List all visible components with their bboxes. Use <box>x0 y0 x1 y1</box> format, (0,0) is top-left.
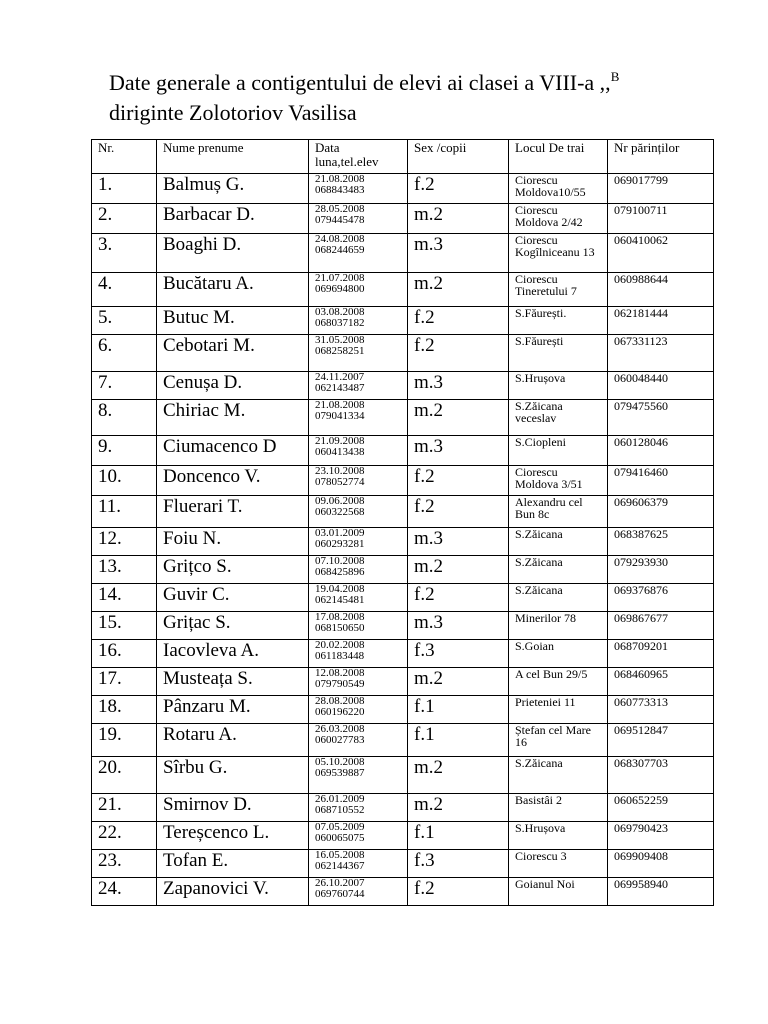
row-number: 20. <box>92 757 157 794</box>
student-name: Smirnov D. <box>157 794 309 822</box>
table-row <box>92 466 714 496</box>
birth-date-phone <box>309 850 408 878</box>
student-phone: 060027783 <box>315 734 365 746</box>
residence: Ștefan cel Mare 16 <box>509 724 608 757</box>
residence: S.Ciopleni <box>509 436 608 466</box>
student-phone: 068425896 <box>315 566 365 578</box>
residence: Goianul Noi <box>509 878 608 906</box>
student-name: Barbacar D. <box>157 204 309 234</box>
row-number: 12. <box>92 528 157 556</box>
row-number: 22. <box>92 822 157 850</box>
residence: Ciorescu Moldova10/55 <box>509 174 608 204</box>
birth-date-phone <box>309 466 408 496</box>
student-name: Butuc M. <box>157 307 309 335</box>
title-line-2: diriginte Zolotoriov Vasilisa <box>109 100 357 125</box>
birth-date-phone <box>309 174 408 204</box>
table-row <box>92 822 714 850</box>
parents-phone: 067331123 <box>608 335 714 372</box>
birth-date: 21.09.2008 <box>315 435 365 447</box>
student-name: Balmuș G. <box>157 174 309 204</box>
row-number: 11. <box>92 496 157 528</box>
student-phone: 060413438 <box>315 446 365 458</box>
residence: S.Zăicana <box>509 584 608 612</box>
sex-children: f.2 <box>408 878 509 906</box>
student-phone: 062144367 <box>315 860 365 872</box>
row-number: 21. <box>92 794 157 822</box>
row-number: 24. <box>92 878 157 906</box>
birth-date-phone <box>309 496 408 528</box>
birth-date-phone <box>309 273 408 307</box>
birth-date: 21.08.2008 <box>315 173 365 185</box>
student-name: Chiriac M. <box>157 400 309 436</box>
student-name: Zapanovici V. <box>157 878 309 906</box>
table-row <box>92 668 714 696</box>
birth-date-phone <box>309 696 408 724</box>
residence: S.Făurești. <box>509 307 608 335</box>
parents-phone: 069790423 <box>608 822 714 850</box>
birth-date: 28.08.2008 <box>315 695 365 707</box>
table-row <box>92 528 714 556</box>
row-number: 3. <box>92 234 157 273</box>
student-name: Grițac S. <box>157 612 309 640</box>
sex-children: f.2 <box>408 335 509 372</box>
student-phone: 078052774 <box>315 476 365 488</box>
parents-phone: 068387625 <box>608 528 714 556</box>
birth-date-phone <box>309 612 408 640</box>
residence: Ciorescu Tineretului 7 <box>509 273 608 307</box>
birth-date-phone <box>309 668 408 696</box>
sex-children: f.2 <box>408 496 509 528</box>
residence: Ciorescu Moldova 2/42 <box>509 204 608 234</box>
table-row <box>92 372 714 400</box>
title-class-letter: B <box>610 69 620 84</box>
student-phone: 068843483 <box>315 184 365 196</box>
parents-phone: 068709201 <box>608 640 714 668</box>
sex-children: f.2 <box>408 174 509 204</box>
residence: A cel Bun 29/5 <box>509 668 608 696</box>
student-name: Grițco S. <box>157 556 309 584</box>
table-row <box>92 584 714 612</box>
birth-date: 21.08.2008 <box>315 399 365 411</box>
table-row <box>92 335 714 372</box>
table-row <box>92 273 714 307</box>
birth-date-phone <box>309 822 408 850</box>
student-phone: 060293281 <box>315 538 365 550</box>
sex-children: m.2 <box>408 400 509 436</box>
table-row <box>92 850 714 878</box>
sex-children: m.3 <box>408 234 509 273</box>
student-phone: 068244659 <box>315 244 365 256</box>
sex-children: m.2 <box>408 556 509 584</box>
sex-children: f.3 <box>408 850 509 878</box>
row-number: 23. <box>92 850 157 878</box>
birth-date-phone <box>309 234 408 273</box>
parents-phone: 060652259 <box>608 794 714 822</box>
residence: S.Zăicana <box>509 556 608 584</box>
birth-date-phone <box>309 307 408 335</box>
residence: S.Făurești <box>509 335 608 372</box>
student-name: Boaghi D. <box>157 234 309 273</box>
birth-date: 03.08.2008 <box>315 306 365 318</box>
row-number: 19. <box>92 724 157 757</box>
student-name: Tofan E. <box>157 850 309 878</box>
sex-children: f.2 <box>408 584 509 612</box>
table-row <box>92 234 714 273</box>
birth-date: 21.07.2008 <box>315 272 365 284</box>
row-number: 2. <box>92 204 157 234</box>
parents-phone: 069376876 <box>608 584 714 612</box>
student-phone: 062145481 <box>315 594 365 606</box>
sex-children: m.2 <box>408 273 509 307</box>
birth-date: 31.05.2008 <box>315 334 365 346</box>
birth-date: 20.02.2008 <box>315 639 365 651</box>
birth-date-phone <box>309 372 408 400</box>
table-row <box>92 436 714 466</box>
birth-date: 03.01.2009 <box>315 527 365 539</box>
student-phone: 068258251 <box>315 345 365 357</box>
student-phone: 069539887 <box>315 767 365 779</box>
student-name: Sîrbu G. <box>157 757 309 794</box>
student-phone: 069760744 <box>315 888 365 900</box>
student-name: Tereșcenco L. <box>157 822 309 850</box>
parents-phone: 069017799 <box>608 174 714 204</box>
header-date: Data luna,tel.elev <box>309 140 408 174</box>
residence: Minerilor 78 <box>509 612 608 640</box>
student-phone: 061183448 <box>315 650 365 662</box>
birth-date: 23.10.2008 <box>315 465 365 477</box>
birth-date-phone <box>309 794 408 822</box>
student-name: Bucătaru A. <box>157 273 309 307</box>
table-row <box>92 724 714 757</box>
student-phone: 068710552 <box>315 804 365 816</box>
student-name: Ciumacenco D <box>157 436 309 466</box>
table-row <box>92 612 714 640</box>
birth-date: 07.10.2008 <box>315 555 365 567</box>
birth-date-phone <box>309 400 408 436</box>
student-phone: 060196220 <box>315 706 365 718</box>
birth-date-phone <box>309 757 408 794</box>
row-number: 5. <box>92 307 157 335</box>
birth-date: 26.03.2008 <box>315 723 365 735</box>
birth-date: 05.10.2008 <box>315 756 365 768</box>
parents-phone: 069606379 <box>608 496 714 528</box>
title-text: Date generale a contigentului de elevi ai clasei a VIII-a ,, <box>109 70 611 95</box>
birth-date-phone <box>309 878 408 906</box>
birth-date-phone <box>309 640 408 668</box>
parents-phone: 079293930 <box>608 556 714 584</box>
sex-children: m.3 <box>408 528 509 556</box>
table-row <box>92 204 714 234</box>
residence: Ciorescu Moldova 3/51 <box>509 466 608 496</box>
table-row <box>92 307 714 335</box>
header-location: Locul De trai <box>509 140 608 174</box>
header-name: Nume prenume <box>157 140 309 174</box>
sex-children: f.1 <box>408 696 509 724</box>
table-row <box>92 400 714 436</box>
table-row <box>92 757 714 794</box>
student-name: Fluerari T. <box>157 496 309 528</box>
residence: S.Hrușova <box>509 372 608 400</box>
student-phone: 060065075 <box>315 832 365 844</box>
row-number: 18. <box>92 696 157 724</box>
parents-phone: 060410062 <box>608 234 714 273</box>
birth-date-phone <box>309 584 408 612</box>
sex-children: m.2 <box>408 204 509 234</box>
header-sex: Sex /copii <box>408 140 509 174</box>
student-phone: 069694800 <box>315 283 365 295</box>
parents-phone: 069867677 <box>608 612 714 640</box>
row-number: 10. <box>92 466 157 496</box>
parents-phone: 068460965 <box>608 668 714 696</box>
title-line-1 <box>109 68 749 98</box>
sex-children: f.3 <box>408 640 509 668</box>
table-body <box>92 174 714 906</box>
residence: S.Hrușova <box>509 822 608 850</box>
birth-date: 26.10.2007 <box>315 877 365 889</box>
parents-phone: 069512847 <box>608 724 714 757</box>
sex-children: m.2 <box>408 794 509 822</box>
residence: S.Zăicana <box>509 528 608 556</box>
parents-phone: 062181444 <box>608 307 714 335</box>
residence: Basistâi 2 <box>509 794 608 822</box>
residence: Prieteniei 11 <box>509 696 608 724</box>
student-name: Guvir C. <box>157 584 309 612</box>
residence: S.Zăicana veceslav <box>509 400 608 436</box>
header-parents-phone: Nr părinților <box>608 140 714 174</box>
student-phone: 079445478 <box>315 214 365 226</box>
sex-children: f.1 <box>408 724 509 757</box>
student-phone: 068150650 <box>315 622 365 634</box>
residence: Alexandru cel Bun 8c <box>509 496 608 528</box>
parents-phone: 069958940 <box>608 878 714 906</box>
sex-children: f.2 <box>408 466 509 496</box>
student-name: Foiu N. <box>157 528 309 556</box>
birth-date: 24.08.2008 <box>315 233 365 245</box>
birth-date: 26.01.2009 <box>315 793 365 805</box>
parents-phone: 060773313 <box>608 696 714 724</box>
parents-phone: 060128046 <box>608 436 714 466</box>
student-phone: 079790549 <box>315 678 365 690</box>
row-number: 6. <box>92 335 157 372</box>
birth-date: 24.11.2007 <box>315 371 365 383</box>
parents-phone: 079475560 <box>608 400 714 436</box>
row-number: 1. <box>92 174 157 204</box>
student-name: Pânzaru M. <box>157 696 309 724</box>
row-number: 8. <box>92 400 157 436</box>
sex-children: m.3 <box>408 372 509 400</box>
birth-date-phone <box>309 528 408 556</box>
student-phone: 068037182 <box>315 317 365 329</box>
student-name: Iacovleva A. <box>157 640 309 668</box>
row-number: 7. <box>92 372 157 400</box>
birth-date-phone <box>309 204 408 234</box>
birth-date-phone <box>309 724 408 757</box>
sex-children: m.3 <box>408 612 509 640</box>
student-name: Doncenco V. <box>157 466 309 496</box>
birth-date: 09.06.2008 <box>315 495 365 507</box>
row-number: 9. <box>92 436 157 466</box>
sex-children: m.2 <box>408 668 509 696</box>
row-number: 13. <box>92 556 157 584</box>
parents-phone: 060988644 <box>608 273 714 307</box>
table-header-row <box>92 140 714 174</box>
birth-date: 12.08.2008 <box>315 667 365 679</box>
table-row <box>92 640 714 668</box>
parents-phone: 069909408 <box>608 850 714 878</box>
birth-date: 17.08.2008 <box>315 611 365 623</box>
residence: Ciorescu 3 <box>509 850 608 878</box>
student-name: Cebotari M. <box>157 335 309 372</box>
table-row <box>92 696 714 724</box>
student-phone: 060322568 <box>315 506 365 518</box>
student-name: Cenușa D. <box>157 372 309 400</box>
parents-phone: 068307703 <box>608 757 714 794</box>
table-row <box>92 174 714 204</box>
row-number: 17. <box>92 668 157 696</box>
sex-children: m.2 <box>408 757 509 794</box>
birth-date: 07.05.2009 <box>315 821 365 833</box>
row-number: 15. <box>92 612 157 640</box>
student-name: Musteața S. <box>157 668 309 696</box>
row-number: 16. <box>92 640 157 668</box>
row-number: 4. <box>92 273 157 307</box>
birth-date: 16.05.2008 <box>315 849 365 861</box>
student-name: Rotaru A. <box>157 724 309 757</box>
parents-phone: 060048440 <box>608 372 714 400</box>
student-roster-table <box>91 139 714 906</box>
sex-children: f.1 <box>408 822 509 850</box>
student-phone: 062143487 <box>315 382 365 394</box>
student-phone: 079041334 <box>315 410 365 422</box>
residence: S.Zăicana <box>509 757 608 794</box>
residence: S.Goian <box>509 640 608 668</box>
table-row <box>92 556 714 584</box>
table-row <box>92 878 714 906</box>
sex-children: f.2 <box>408 307 509 335</box>
header-nr: Nr. <box>92 140 157 174</box>
birth-date-phone <box>309 556 408 584</box>
residence: Ciorescu Kogîlniceanu 13 <box>509 234 608 273</box>
birth-date: 28.05.2008 <box>315 203 365 215</box>
parents-phone: 079416460 <box>608 466 714 496</box>
table-row <box>92 794 714 822</box>
birth-date-phone <box>309 436 408 466</box>
parents-phone: 079100711 <box>608 204 714 234</box>
sex-children: m.3 <box>408 436 509 466</box>
birth-date: 19.04.2008 <box>315 583 365 595</box>
birth-date-phone <box>309 335 408 372</box>
row-number: 14. <box>92 584 157 612</box>
document-title <box>109 68 749 128</box>
table-row <box>92 496 714 528</box>
